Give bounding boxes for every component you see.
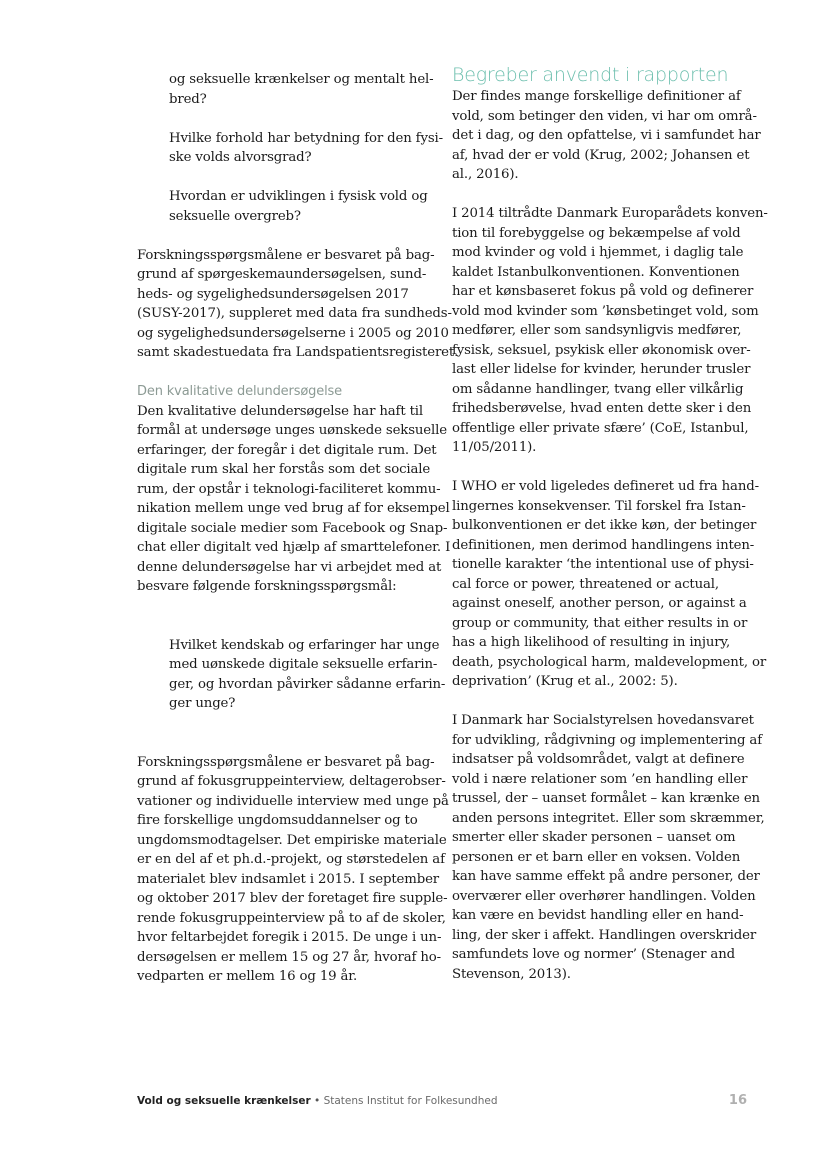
paragraph [137,753,449,987]
text-line: smerter eller skader personen – uanset om [452,830,736,845]
text-line: deprivation’ (Krug et al., 2002: 5). [452,674,678,689]
text-line: ling, der sker i affekt. Handlingen overskrider [452,927,757,943]
paragraph [452,87,761,185]
text-line: offentlige eller private sfære’ (CoE, Istanbul, [452,420,749,436]
text-line: bulkonventionen er det ikke køn, der betinger [452,518,757,533]
text-line: trussel, der – uanset formålet – kan krænke en [452,791,760,806]
text-line: ger unge? [169,696,236,711]
text-line: vedparten er mellem 16 og 19 år. [137,969,358,984]
text-line: ske volds alvorsgrad? [169,150,312,165]
text-line: grund af fokusgruppeinterview, deltagerobser- [137,774,446,789]
text-line: vold i nære relationer som ’en handling eller [452,771,748,787]
text-line: erfaringer, der foregår i det digitale rum. Det [137,442,437,458]
text-line: overværer eller overhører handlingen. Volden [452,888,756,904]
text-line: against oneself, another person, or against a [452,596,747,611]
questions-top [137,70,443,226]
text-line: mod kvinder og vold i hjemmet, i daglig tale [452,245,744,260]
text-line: Forskningsspørgsmålene er besvaret på bag- [137,247,435,263]
text-line: ger, og hvordan påvirker sådanne erfarin- [169,676,446,692]
text-line: chat eller digitalt ved hjælp af smarttelefoner. I [137,540,451,555]
text-line: lingernes konsekvenser. Til forskel fra Istan- [452,498,746,514]
text-line: det i dag, og den opfattelse, vi i samfundet har [452,128,761,143]
text-line: last eller lidelse for kvinder, herunder trusler [452,362,751,377]
text-line: nikation mellem unge ved brug af for eksempel [137,501,450,516]
text-line: af, hvad der er vold (Krug, 2002; Johansen et [452,147,750,163]
text-line: I Danmark har Socialstyrelsen hovedansvaret [452,713,754,728]
text-line: I 2014 tiltrådte Danmark Europarådets konven- [452,206,768,221]
text-line: rende fokusgruppeinterview på to af de skoler, [137,910,446,926]
text-line: Forskningsspørgsmålene er besvaret på bag- [137,754,435,770]
text-line: Stevenson, 2013). [452,966,571,982]
paragraph [452,477,767,692]
question-item [137,70,432,109]
section-heading: Begreber anvendt i rapporten [452,64,729,86]
paragraph [452,711,765,984]
text-line: Den kvalitative delundersøgelse har haft til [137,403,423,419]
text-line: group or community, that either results in or [452,615,748,631]
text-line: kan have samme effekt på andre personer, der [452,869,760,884]
text-line: kan være en bevidst handling eller en hand- [452,908,744,923]
text-line: cal force or power, threatened or actual, [452,576,719,592]
text-line: denne delundersøgelse har vi arbejdet med at [137,559,442,575]
text-line: kaldet Istanbulkonventionen. Konventionen [452,264,740,280]
text-line: I WHO er vold ligeledes defineret ud fra hand- [452,479,759,494]
text-line: tionelle karakter ‘the intentional use of physi- [452,557,754,572]
text-line: al., 2016). [452,167,519,182]
text-line: fysisk, seksuel, psykisk eller økonomisk over- [452,342,751,358]
text-line: fire forskellige ungdomsuddannelser og to [137,813,418,828]
text-line: dersøgelsen er mellem 15 og 27 år, hvoraf ho- [137,949,441,965]
question-item [137,129,443,168]
page-number: 16 [728,1093,747,1108]
text-line: formål at undersøge unges uønskede seksuelle [137,423,447,438]
text-line: (SUSY-2017), suppleret med data fra sundheds- [137,306,452,321]
text-line: Hvilket kendskab og erfaringer har unge [169,637,440,653]
text-line: for udvikling, rådgivning og implementering af [452,732,762,748]
text-line: digitale sociale medier som Facebook og Snap- [137,520,448,536]
text-line: om sådanne handlinger, tvang eller vilkårlig [452,381,744,397]
text-line: vationer og individuelle interview med unge på [137,793,449,809]
text-line: vold mod kvinder som ’kønsbetinget vold, som [452,303,759,319]
question-item [137,187,432,226]
text-line: samfundets love og normer’ (Stenager and [452,947,735,962]
text-line: ungdomsmodtagelser. Det empiriske materiale [137,832,447,848]
text-line: digitale rum skal her forstås som det sociale [137,462,431,477]
question-item [137,636,446,714]
footer-separator: • [310,1095,324,1107]
text-line: death, psychological harm, maldevelopment, or [452,654,767,670]
text-line: besvare følgende forskningsspørgsmål: [137,579,397,594]
text-line: og sygelighedsundersøgelserne i 2005 og 2010 [137,325,449,341]
text-line: seksuelle overgreb? [169,208,301,224]
text-line: heds- og sygelighedsundersøgelsen 2017 [137,286,409,302]
text-line: samt skadestuedata fra Landspatientsregisteret. [137,345,459,360]
text-line: materialet blev indsamlet i 2015. I september [137,871,439,887]
text-line: medfører, eller som sandsynligvis medfører, [452,323,742,338]
paragraph [137,402,451,597]
text-line: 11/05/2011). [452,440,537,455]
text-line: og seksuelle krænkelser og mentalt hel- [169,72,434,87]
footer-organization: Statens Institut for Folkesundhed [323,1095,498,1107]
text-line: indsatser på voldsområdet, valgt at definere [452,752,745,767]
text-line: anden persons integritet. Eller som skræmmer, [452,810,765,826]
paragraph [452,204,768,458]
text-line: Hvordan er udviklingen i fysisk vold og [169,189,428,204]
footer-report-title: Vold og seksuelle krænkelser [137,1095,311,1107]
right-column [452,64,768,984]
text-line: grund af spørgeskemaundersøgelsen, sund- [137,267,427,282]
text-line: frihedsberøvelse, hvad enten dette sker i den [452,401,752,416]
text-line: bred? [169,91,207,107]
page-footer [137,1095,747,1111]
text-line: vold, som betinger den viden, vi har om områ- [452,108,757,124]
text-line: tion til forebyggelse og bekæmpelse af vold [452,225,741,241]
left-column [137,70,459,987]
text-line: has a high likelihood of resulting in injury, [452,635,731,650]
section-subheading: Den kvalitative delundersøgelse [137,384,343,399]
text-line: med uønskede digitale seksuelle erfarin- [169,657,438,672]
text-line: Hvilke forhold har betydning for den fysi- [169,130,443,146]
text-line: har et kønsbaseret fokus på vold og definerer [452,284,754,299]
text-line: og oktober 2017 blev der foretaget fire supple- [137,891,448,906]
text-line: hvor feltarbejdet foregik i 2015. De unge i un- [137,930,442,945]
paragraph [137,246,459,363]
text-line: definitionen, men derimod handlingens inten- [452,537,755,553]
text-line: rum, der opstår i teknologi-faciliteret kommu- [137,481,441,497]
text-line: personen er et barn eller en voksen. Volden [452,849,741,865]
text-line: Der findes mange forskellige definitioner af [452,89,741,104]
text-line: er en del af et ph.d.-projekt, og størstedelen af [137,852,445,867]
